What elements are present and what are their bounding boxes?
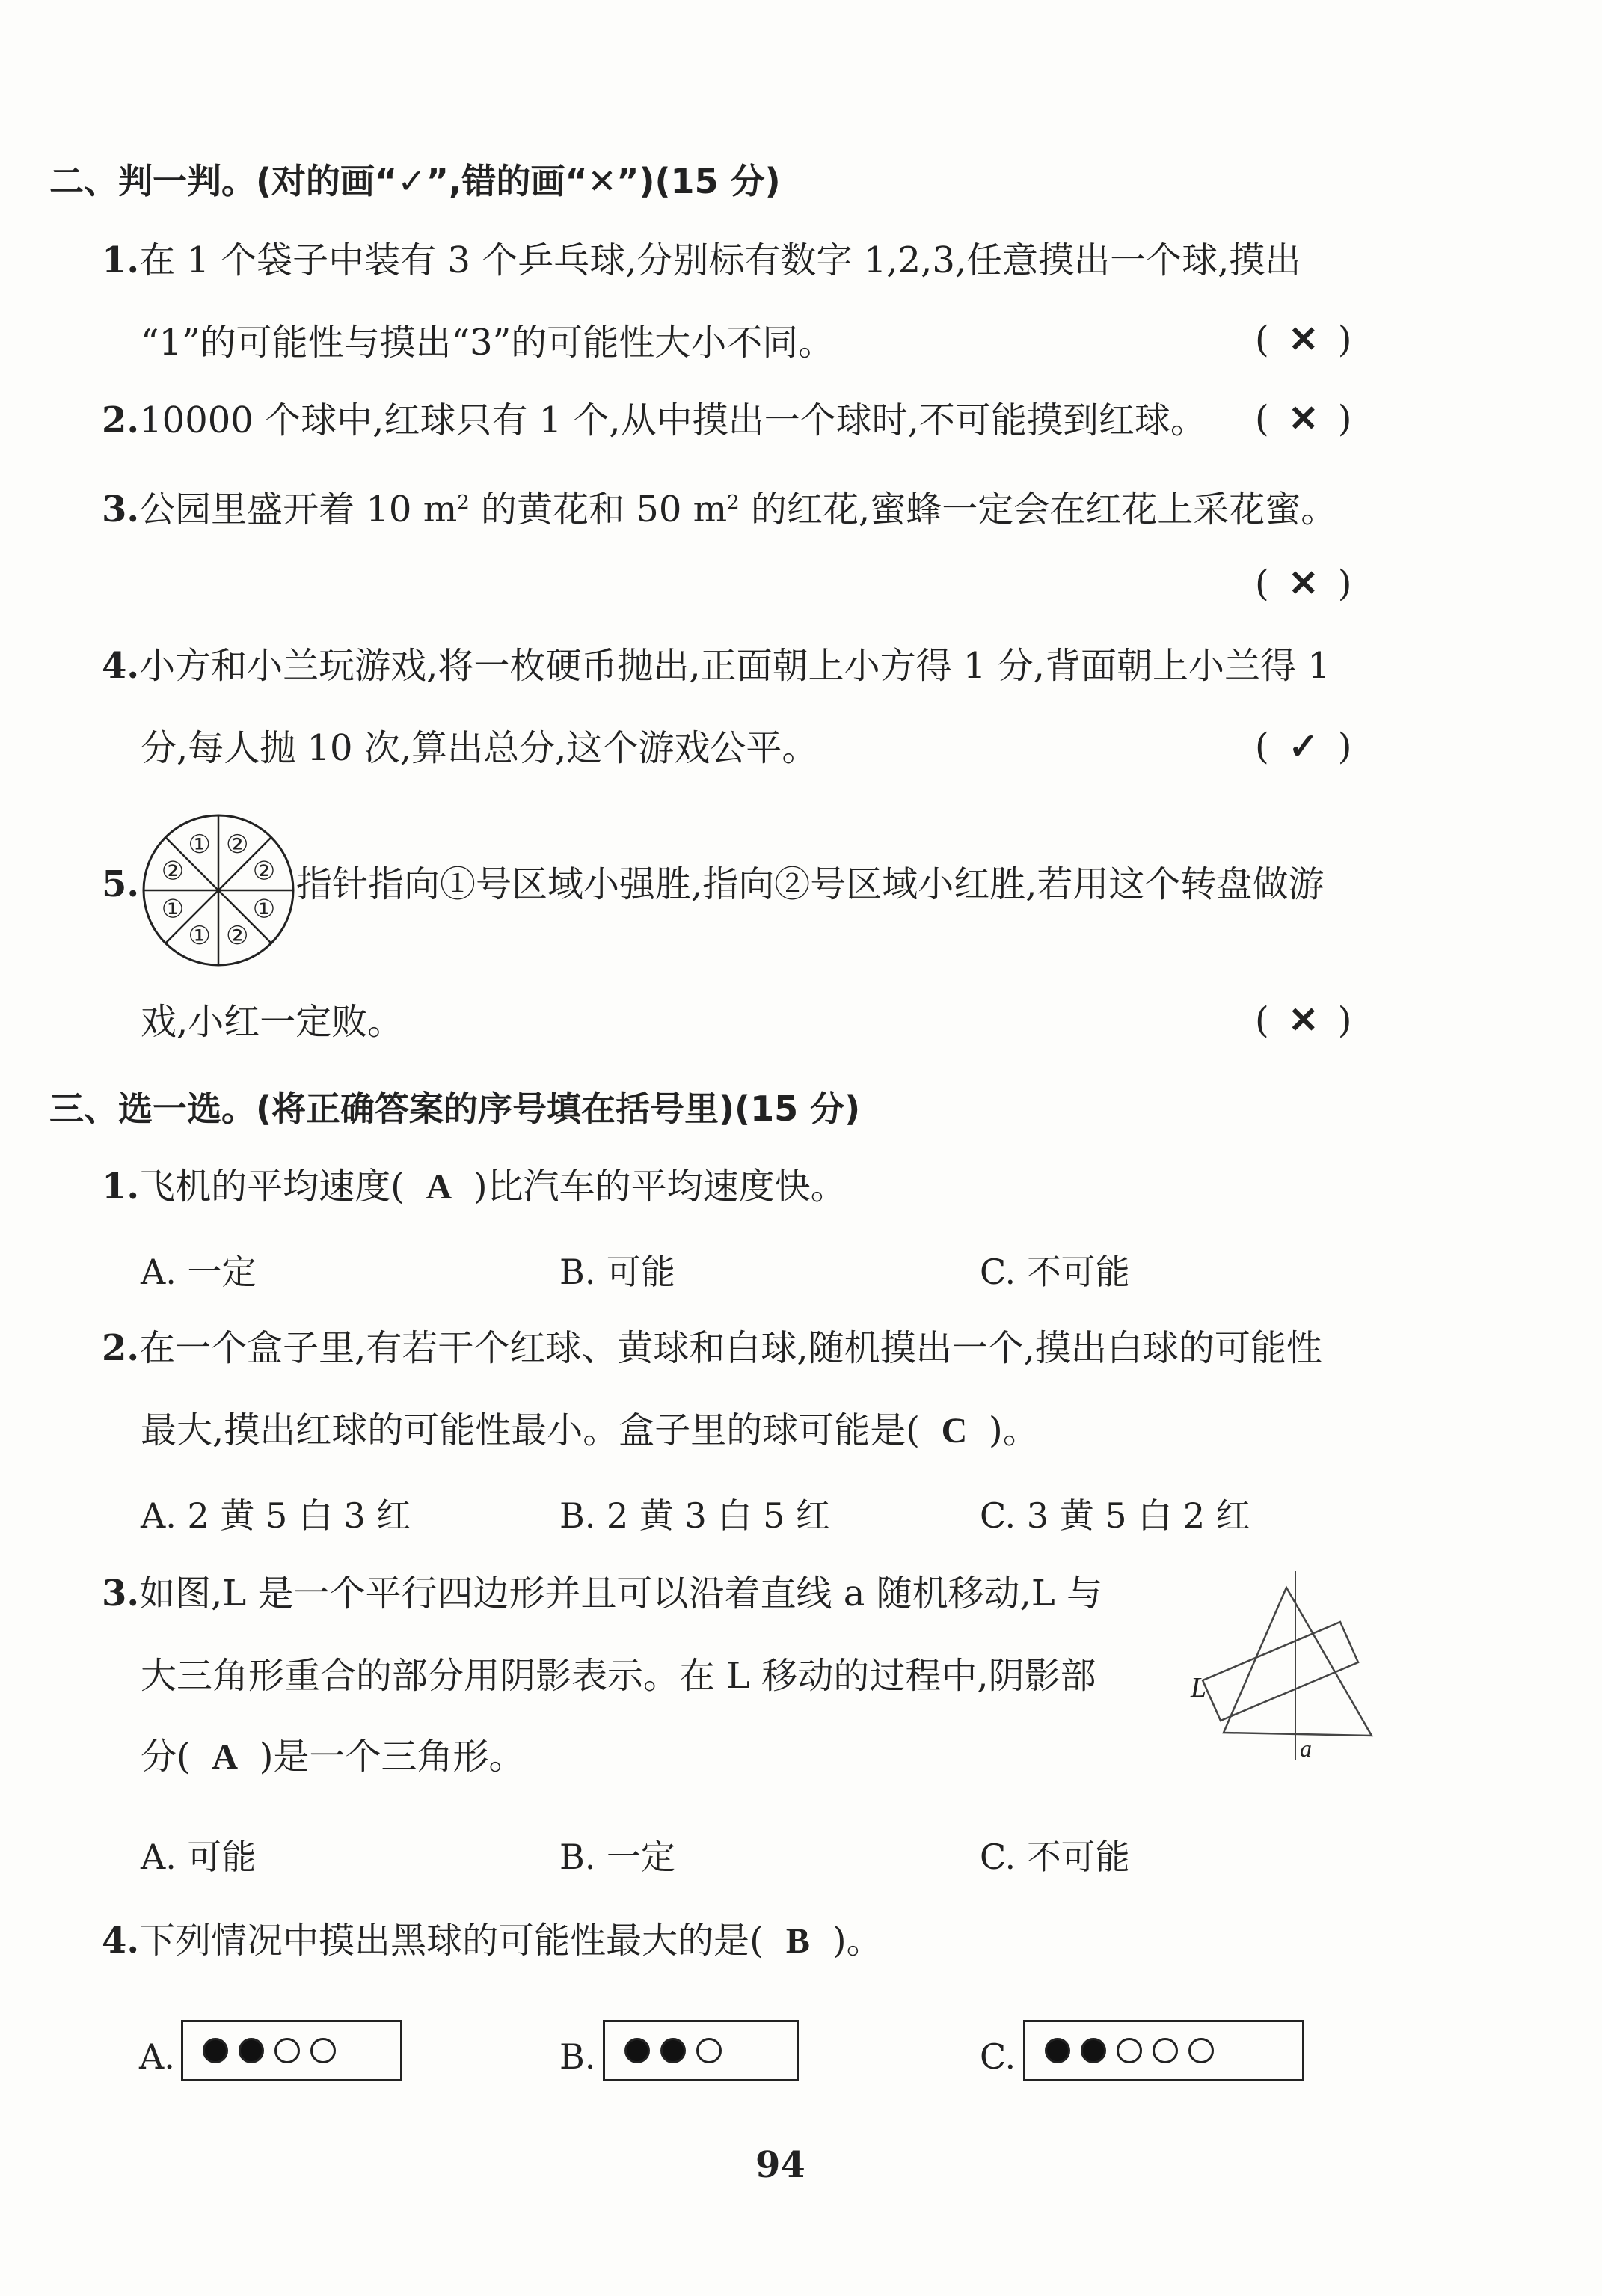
choice-q1-option-c[interactable]: C. 不可能: [980, 1252, 1130, 1292]
q-text: 小方和小兰玩游戏,将一枚硬币抛出,正面朝上小方得 1 分,背面朝上小兰得 1: [139, 645, 1331, 687]
judge-q5-answer[interactable]: ( ✕ ): [1255, 999, 1352, 1041]
black-ball-icon: [239, 2038, 264, 2063]
black-ball-icon: [624, 2038, 650, 2063]
judge-q5-line2: 戏,小红一定败。: [141, 1001, 404, 1043]
choice-q3-line3: 分( A )是一个三角形。: [141, 1734, 524, 1780]
answer-mark: ✕: [1288, 320, 1319, 360]
answer-choice[interactable]: C: [941, 1411, 968, 1451]
choice-q3-option-c[interactable]: C. 不可能: [980, 1837, 1130, 1877]
white-ball-icon: [1117, 2038, 1142, 2063]
q-number: 1.: [102, 239, 140, 281]
section3-heading: 三、选一选。(将正确答案的序号填在括号里)(15 分): [49, 1089, 861, 1129]
page-number: 94: [755, 2144, 805, 2186]
q-text: 在 1 个袋子中装有 3 个乒乓球,分别标有数字 1,2,3,任意摸出一个球,摸出: [139, 239, 1301, 281]
choice-q2-option-b[interactable]: B. 2 黄 3 白 5 红: [559, 1496, 830, 1536]
spinner-sector-label: ①: [161, 894, 185, 925]
section2-heading: 二、判一判。(对的画“✓”,错的画“✕”)(15 分): [49, 161, 781, 201]
white-ball-icon: [274, 2038, 300, 2063]
choice-q3-option-a[interactable]: A. 可能: [141, 1837, 257, 1877]
white-ball-icon: [1188, 2038, 1214, 2063]
choice-q2-line1: 2.在一个盒子里,有若干个红球、黄球和白球,随机摸出一个,摸出白球的可能性: [102, 1327, 1322, 1369]
choice-q2-option-c[interactable]: C. 3 黄 5 白 2 红: [980, 1496, 1250, 1536]
answer-mark: ✕: [1288, 1001, 1319, 1041]
judge-q5-line1: 指针指向①号区域小强胜,指向②号区域小红胜,若用这个转盘做游: [296, 863, 1325, 905]
choice-q1-option-a[interactable]: A. 一定: [141, 1252, 257, 1292]
q-number: 5.: [102, 863, 140, 905]
spinner-sector-label: ②: [226, 921, 249, 951]
judge-q4-line1: [102, 643, 1331, 688]
spinner-sector-label: ②: [252, 856, 276, 887]
spinner-sector-label: ②: [226, 830, 249, 860]
black-ball-icon: [660, 2038, 686, 2063]
spinner-sector-label: ①: [188, 921, 211, 951]
answer-mark: ✕: [1288, 399, 1319, 439]
q-number: 3.: [102, 489, 140, 530]
white-ball-icon: [696, 2038, 722, 2063]
choice-q4-option-c-box[interactable]: [1023, 2020, 1304, 2081]
judge-q4-answer[interactable]: ( ✓ ): [1255, 726, 1352, 768]
answer-choice[interactable]: A: [426, 1167, 452, 1207]
choice-q4-option-b-label[interactable]: B.: [559, 2036, 596, 2077]
judge-q3-answer[interactable]: ( ✕ ): [1255, 563, 1352, 604]
choice-q4-option-a-label[interactable]: A.: [139, 2036, 175, 2077]
answer-choice[interactable]: A: [212, 1737, 239, 1777]
spinner-sector-label: ②: [161, 856, 185, 887]
choice-q4-option-a-box[interactable]: [181, 2020, 402, 2081]
choice-q3-line1: 3.如图,L 是一个平行四边形并且可以沿着直线 a 随机移动,L 与: [102, 1573, 1103, 1614]
choice-q4-option-c-label[interactable]: C.: [980, 2036, 1016, 2077]
figure-label-l: L: [1191, 1672, 1207, 1703]
judge-q2-line1: [102, 398, 1206, 443]
q-number: 4.: [102, 645, 140, 687]
q-number: 2.: [102, 399, 140, 441]
choice-q1: 1.飞机的平均速度( A )比汽车的平均速度快。: [102, 1164, 847, 1210]
spinner-sector-label: ①: [188, 830, 211, 860]
figure-label-a: a: [1300, 1735, 1312, 1762]
spinner-figure: [139, 811, 298, 970]
answer-mark: ✕: [1288, 564, 1319, 604]
parallelogram-triangle-figure: [1182, 1564, 1384, 1766]
choice-q2-line2: 最大,摸出红球的可能性最小。盒子里的球可能是( C )。: [141, 1408, 1039, 1454]
judge-q2-answer[interactable]: ( ✕ ): [1255, 398, 1352, 440]
q-text: 10000 个球中,红球只有 1 个,从中摸出一个球时,不可能摸到红球。: [139, 399, 1206, 441]
choice-q3-option-b[interactable]: B. 一定: [559, 1837, 676, 1877]
choice-q3-line2: 大三角形重合的部分用阴影表示。在 L 移动的过程中,阴影部: [141, 1655, 1096, 1697]
choice-q4: 4.下列情况中摸出黑球的可能性最大的是( B )。: [102, 1918, 883, 1964]
judge-q4-line2: 分,每人抛 10 次,算出总分,这个游戏公平。: [141, 727, 818, 769]
black-ball-icon: [1045, 2038, 1070, 2063]
answer-mark: ✓: [1288, 727, 1319, 767]
answer-choice[interactable]: B: [785, 1921, 810, 1961]
judge-q1-line2: “1”的可能性与摸出“3”的可能性大小不同。: [141, 322, 835, 364]
white-ball-icon: [310, 2038, 336, 2063]
white-ball-icon: [1153, 2038, 1178, 2063]
black-ball-icon: [203, 2038, 228, 2063]
choice-q4-option-b-box[interactable]: [603, 2020, 799, 2081]
choice-q2-option-a[interactable]: A. 2 黄 5 白 3 红: [141, 1496, 411, 1536]
spinner-sector-label: ①: [252, 894, 276, 925]
judge-q3-line1: 3.公园里盛开着 10 $m^2$ 的黄花和 50 $m^2$ 的红花,蜜蜂一定会在红花上采花蜜。: [102, 489, 1337, 530]
judge-q1-answer[interactable]: ( ✕ ): [1255, 319, 1352, 361]
judge-q1-line1: [102, 238, 1301, 283]
black-ball-icon: [1081, 2038, 1106, 2063]
choice-q1-option-b[interactable]: B. 可能: [559, 1252, 676, 1292]
